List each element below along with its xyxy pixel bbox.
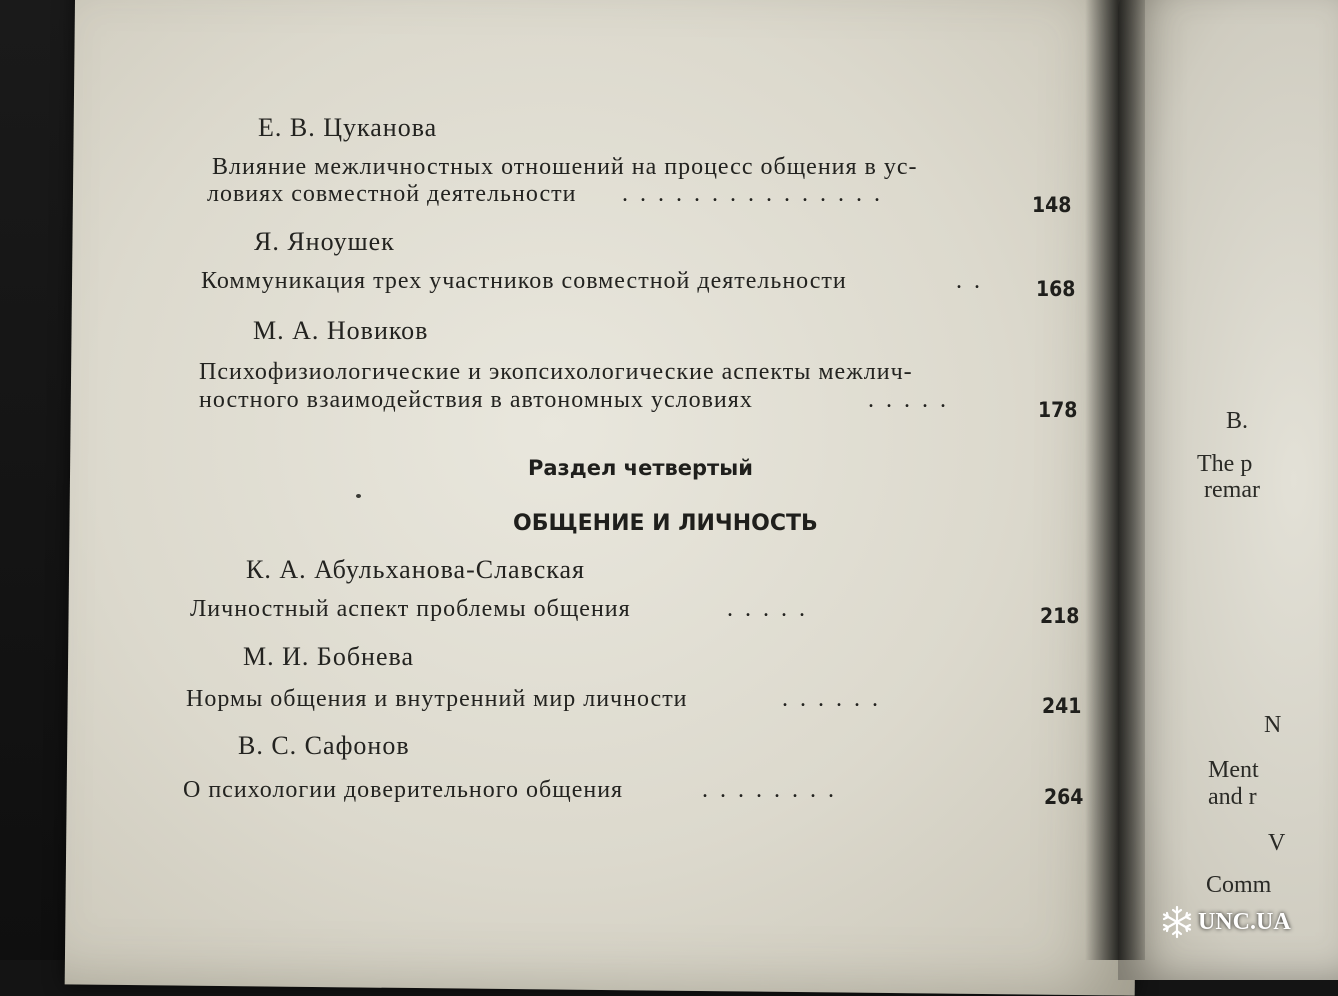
toc-title-line: Психофизиологические и экопсихологические аспекты межлич- bbox=[199, 359, 913, 385]
toc-author: М. И. Бобнева bbox=[243, 642, 414, 671]
toc-author: В. С. Сафонов bbox=[238, 731, 410, 760]
right-page-text-fragment: Comm bbox=[1206, 872, 1272, 898]
right-page-text-fragment: The p bbox=[1197, 451, 1253, 477]
toc-leader-dots: ...... bbox=[782, 686, 890, 712]
right-page-text-fragment: Ment bbox=[1208, 757, 1259, 783]
ink-speck bbox=[356, 494, 361, 498]
toc-title-line: Коммуникация трех участников совместной деятельности bbox=[201, 268, 847, 294]
left-book-page bbox=[65, 0, 1146, 996]
toc-author: М. А. Новиков bbox=[253, 316, 429, 345]
toc-page-number: 218 bbox=[1040, 604, 1080, 628]
section-label: Раздел четвертый bbox=[528, 456, 753, 480]
right-page-text-fragment: and r bbox=[1208, 784, 1257, 810]
right-page-text-fragment: V bbox=[1268, 830, 1286, 856]
toc-author: К. А. Абульханова-Славская bbox=[246, 555, 586, 584]
toc-leader-dots: ............... bbox=[622, 181, 892, 207]
toc-page-number: 168 bbox=[1036, 277, 1076, 301]
toc-author: Е. В. Цуканова bbox=[258, 113, 438, 142]
toc-title: О психологии доверительного общения bbox=[183, 777, 624, 803]
toc-title: Личностный аспект проблемы общения bbox=[190, 596, 631, 622]
watermark-text: UNC.UA bbox=[1198, 908, 1291, 935]
toc-leader-dots: ..... bbox=[727, 596, 817, 622]
toc-page-number: 264 bbox=[1044, 785, 1084, 809]
toc-page-number: 241 bbox=[1042, 694, 1082, 718]
toc-title: Нормы общения и внутренний мир личности bbox=[186, 686, 688, 712]
toc-author: Я. Яноушек bbox=[254, 227, 395, 256]
toc-leader-dots: .. bbox=[956, 268, 992, 294]
toc-title-line: ностного взаимодействия в автономных условиях bbox=[199, 387, 753, 413]
toc-leader-dots: ..... bbox=[868, 387, 958, 413]
book-gutter-shadow bbox=[1085, 0, 1145, 960]
section-heading: ОБЩЕНИЕ И ЛИЧНОСТЬ bbox=[513, 511, 818, 536]
toc-title-line: ловиях совместной деятельности bbox=[207, 181, 577, 207]
toc-page-number: 148 bbox=[1032, 193, 1072, 217]
toc-title-line: Влияние межличностных отношений на процесс общения в ус- bbox=[212, 154, 918, 180]
snowflake-icon bbox=[1160, 905, 1194, 939]
watermark bbox=[1160, 905, 1291, 939]
toc-page-number: 178 bbox=[1038, 398, 1078, 422]
toc-leader-dots: ........ bbox=[702, 777, 846, 803]
right-page-text-fragment: B. bbox=[1226, 408, 1249, 434]
right-page-text-fragment: remar bbox=[1204, 477, 1260, 503]
right-page-text-fragment: N bbox=[1264, 712, 1282, 738]
